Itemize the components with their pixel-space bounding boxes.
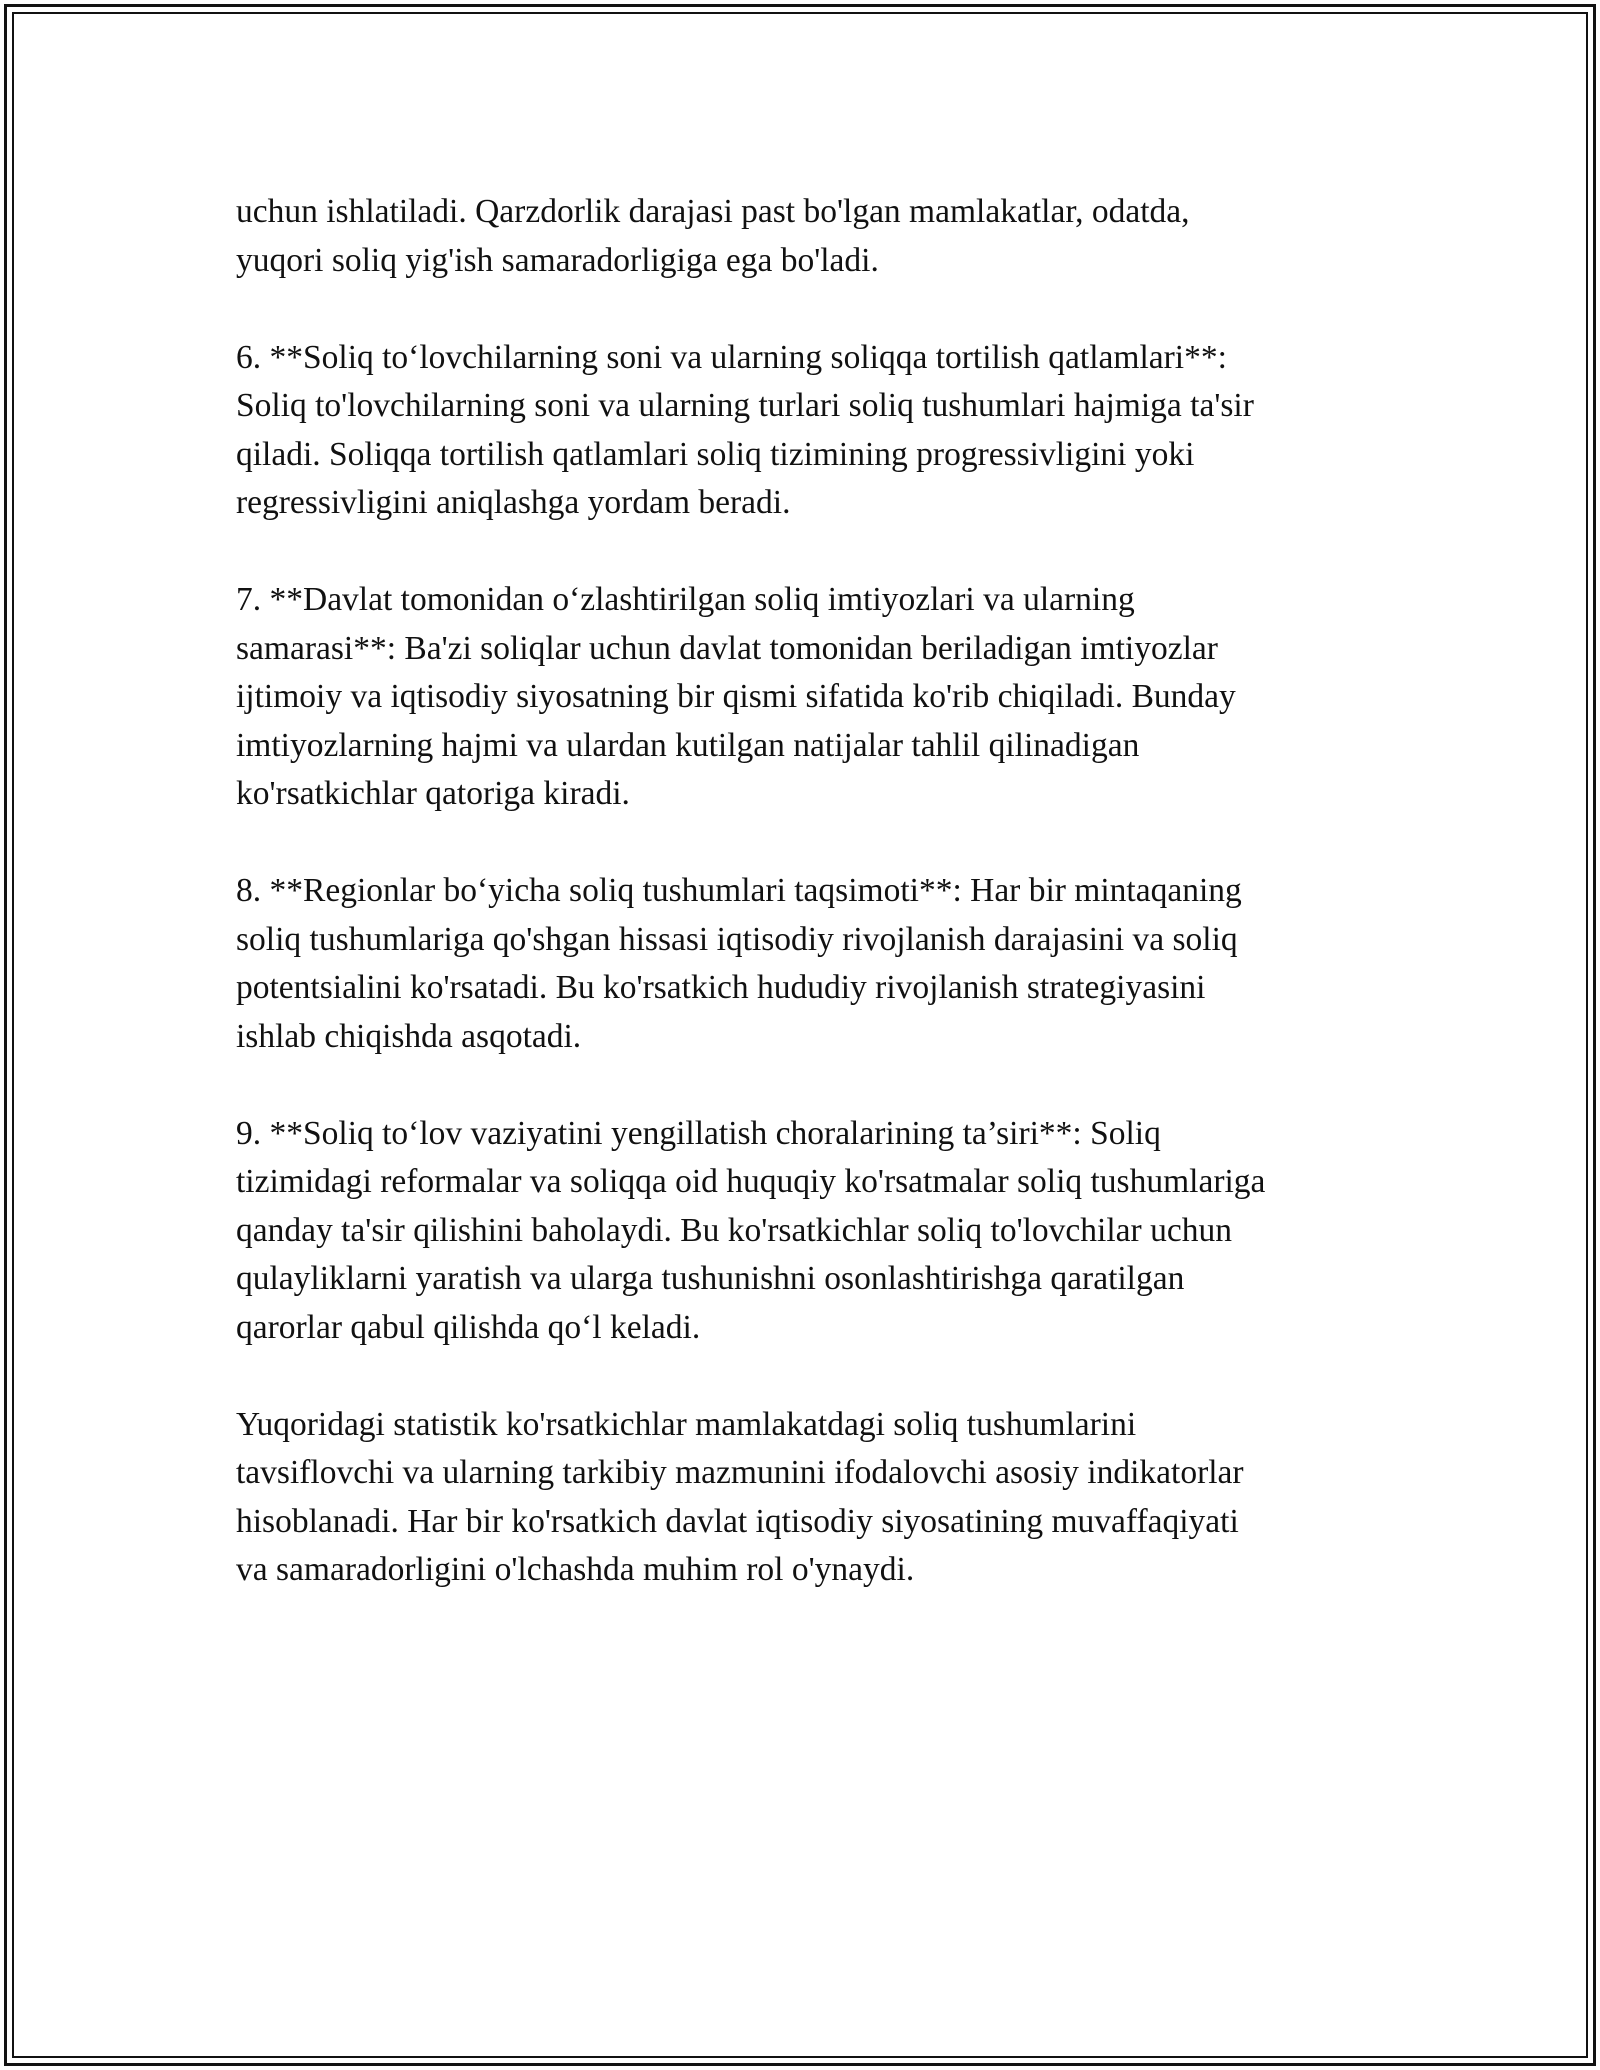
paragraph-item-7-tax-benefits: 7. **Davlat tomonidan o‘zlashtirilgan soliq imtiyozlari va ularning samarasi**: Ba'zi soliqlar uchun davlat tomonidan beriladigan imtiyozlar ijtimoiy va iqtisodiy siyosatning bir qismi sifatida ko'rib chiqiladi. Bunday imtiyozlarning hajmi va ulardan kutilgan natijalar tahlil qilinadigan ko'rsatkichlar qatoriga kiradi. [236,581,1236,812]
paragraph-debt-continuation: uchun ishlatiladi. Qarzdorlik darajasi past bo'lgan mamlakatlar, odatda, yuqori soliq yig'ish samaradorligiga ega bo'ladi. [236,193,1190,279]
paragraph-item-6-taxpayers: 6. **Soliq to‘lovchilarning soni va ularning soliqqa tortilish qatlamlari**: Soliq to'lovchilarning soni va ularning turlari soliq tushumlari hajmiga ta'sir qiladi. Soliqqa tortilish qatlamlari soliq tizimining progressivligini yoki regressivligini aniqlashga yordam beradi. [236,338,1254,521]
paragraph-item-8-regional-distribution: 8. **Regionlar bo‘yicha soliq tushumlari taqsimoti**: Har bir mintaqaning soliq tushumlariga qo'shgan hissasi iqtisodiy rivojlanish darajasini va soliq potentsialini ko'rsatadi. Bu ko'rsatkich hududiy rivojlanish strategiyasini ishlab chiqishda asqotadi. [236,872,1242,1055]
paragraph-item-9-relief-measures: 9. **Soliq to‘lov vaziyatini yengillatish choralarining ta’siri**: Soliq tizimidagi reformalar va soliqqa oid huquqiy ko'rsatmalar soliq tushumlariga qanday ta'sir qilishini baholaydi. Bu ko'rsatkichlar soliq to'lovchilar uchun qulayliklarni yaratish va ularga tushunishni osonlashtirishga qaratilgan qarorlar qabul qilishda qo‘l keladi. [236,1114,1266,1346]
document-body [236,188,1376,1595]
paragraph-conclusion: Yuqoridagi statistik ko'rsatkichlar mamlakatdagi soliq tushumlarini tavsiflovchi va ularning tarkibiy mazmunini ifodalovchi asosiy indikatorlar hisoblanadi. Har bir ko'rsatkich davlat iqtisodiy siyosatining muvaffaqiyati va samaradorligini o'lchashda muhim rol o'ynaydi. [236,1405,1244,1588]
